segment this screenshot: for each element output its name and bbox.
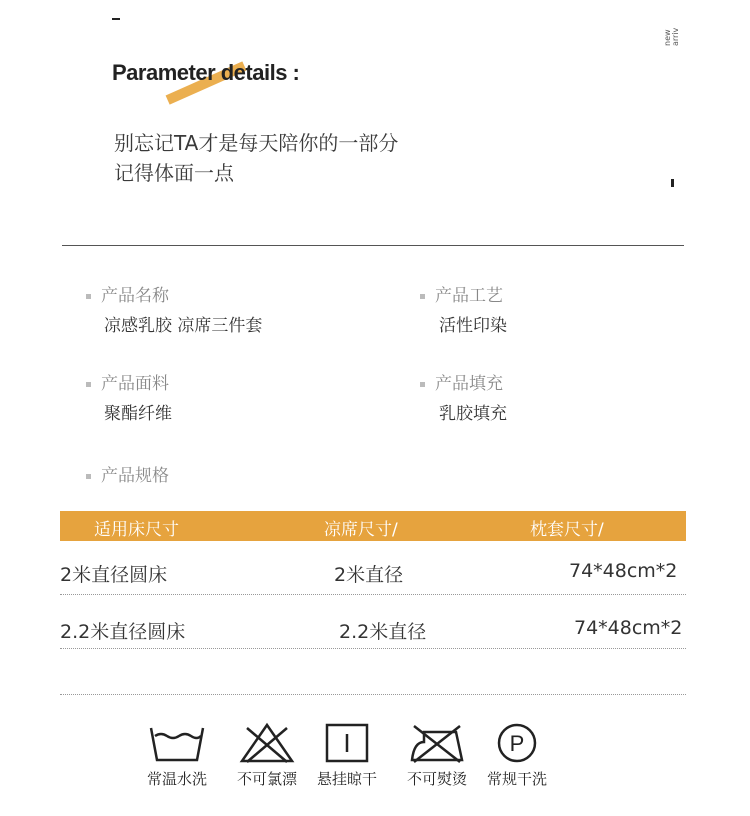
care-label-line-dry: 悬挂晾干 bbox=[316, 770, 377, 788]
corner-new-arrival-text bbox=[664, 28, 680, 46]
title-block bbox=[112, 56, 412, 96]
bullet-icon bbox=[420, 294, 425, 299]
care-item-no-iron bbox=[397, 722, 477, 789]
spec-fill-value: 乳胶填充 bbox=[439, 404, 507, 424]
table-row-1-mat: 2米直径 bbox=[334, 564, 404, 586]
care-item-line-dry bbox=[307, 722, 387, 789]
header-mat-size: 凉席尺寸/ bbox=[324, 520, 398, 540]
care-label-no-bleach: 不可氯漂 bbox=[236, 770, 297, 788]
spec-craft-label bbox=[420, 281, 503, 306]
table-row-2-bed: 2.2米直径圆床 bbox=[60, 621, 186, 643]
spec-fabric-label bbox=[86, 369, 169, 394]
spec-name-label-text: 产品名称 bbox=[101, 286, 169, 306]
spec-fabric-label-text: 产品面料 bbox=[101, 374, 169, 394]
corner-line-2: arriv bbox=[671, 27, 680, 46]
wash-basin-icon bbox=[147, 722, 207, 764]
no-iron-icon bbox=[408, 722, 466, 764]
size-table-header bbox=[60, 511, 686, 541]
table-row-2-pillow: 74*48cm*2 bbox=[574, 617, 683, 639]
divider-rule bbox=[62, 245, 684, 246]
intro-line-2: 记得体面一点 bbox=[114, 161, 234, 185]
row-divider bbox=[60, 594, 686, 595]
header-pillow-size: 枕套尺寸/ bbox=[530, 520, 604, 540]
intro-text bbox=[114, 128, 398, 188]
spec-craft-label-text: 产品工艺 bbox=[435, 286, 503, 306]
spec-fill-label bbox=[420, 369, 503, 394]
spec-name-label bbox=[86, 281, 169, 306]
intro-line-1: 别忘记TA才是每天陪你的一部分 bbox=[114, 131, 399, 155]
bullet-icon bbox=[86, 382, 91, 387]
page-title: Parameter details : bbox=[112, 60, 300, 85]
care-label-no-iron: 不可熨烫 bbox=[406, 770, 467, 788]
header-bed-size: 适用床尺寸 bbox=[94, 520, 179, 540]
corner-line-1: new bbox=[663, 29, 672, 46]
care-label-wash: 常温水洗 bbox=[146, 770, 207, 788]
svg-text:P: P bbox=[509, 731, 525, 756]
row-divider bbox=[60, 648, 686, 649]
dry-clean-p-icon bbox=[494, 722, 540, 764]
care-item-wash bbox=[137, 722, 217, 789]
spec-size-label-text: 产品规格 bbox=[101, 466, 169, 486]
section-divider bbox=[60, 694, 686, 695]
table-row-1-pillow: 74*48cm*2 bbox=[569, 560, 678, 582]
line-dry-icon bbox=[324, 722, 370, 764]
care-item-no-bleach bbox=[227, 722, 307, 789]
spec-fabric-value: 聚酯纤维 bbox=[104, 404, 172, 424]
bullet-icon bbox=[86, 294, 91, 299]
spec-fill-label-text: 产品填充 bbox=[435, 374, 503, 394]
tick-mark bbox=[671, 179, 674, 187]
top-dash-mark bbox=[112, 18, 120, 20]
table-row-2-mat: 2.2米直径 bbox=[339, 621, 427, 643]
spec-craft-value: 活性印染 bbox=[439, 316, 507, 336]
spec-size-label bbox=[86, 461, 169, 486]
bullet-icon bbox=[420, 382, 425, 387]
care-label-dry-clean: 常规干洗 bbox=[486, 770, 547, 788]
no-bleach-icon bbox=[239, 722, 295, 764]
spec-name-value: 凉感乳胶 凉席三件套 bbox=[104, 316, 263, 336]
table-row-1-bed: 2米直径圆床 bbox=[60, 564, 168, 586]
care-item-dry-clean bbox=[477, 722, 557, 789]
bullet-icon bbox=[86, 474, 91, 479]
